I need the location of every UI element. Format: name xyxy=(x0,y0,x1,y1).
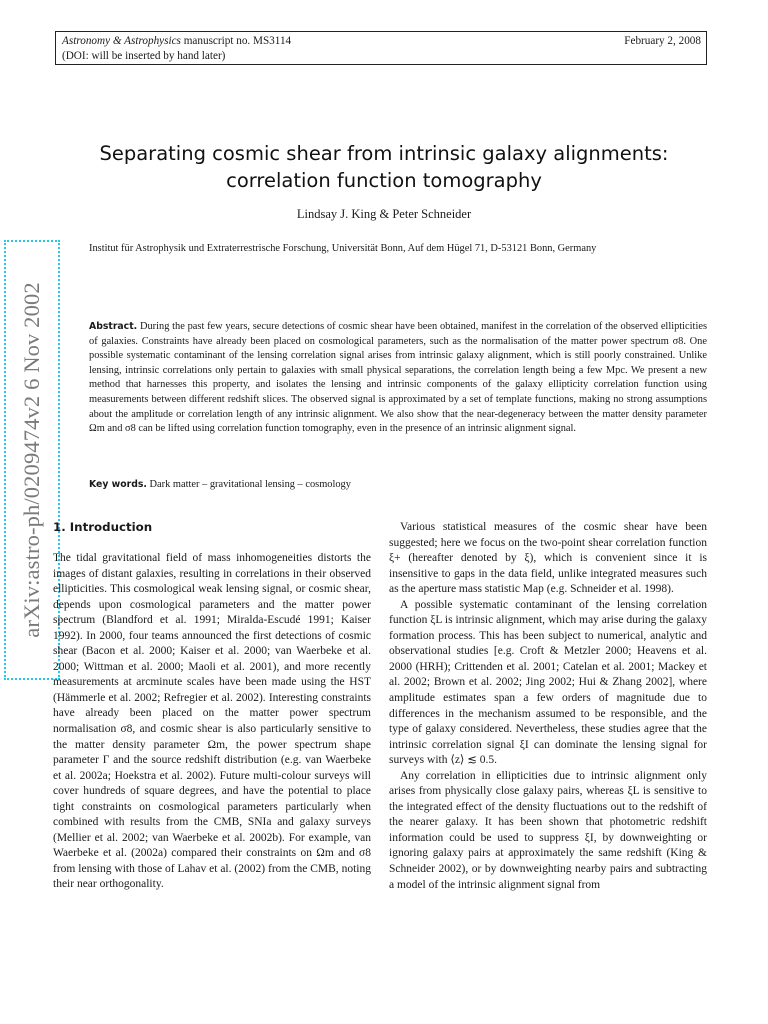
paragraph: A possible systematic contaminant of the lensing correlation function ξL is intrinsic alignment, which may arise during the galaxy formation process. This has been subject to numerical, analytic and observational studies [e.g. Croft & Metzler 2000; Heavens et al. 2000 (HRH); Crittenden et al. 2001; Catelan et al. 2001; Mackey et al. 2002; Brown et al. 2002; Jing 2002; Hui & Zhang 2002], where amplitude estimates span a few orders of magnitude due to differences in the mechanism assumed to be responsible, and the type of galaxy considered. Nevertheless, these studies agree that the intrinsic correlation signal ξI can dominate the lensing signal for surveys with ⟨z⟩ ≲ 0.5. xyxy=(389,598,707,767)
paragraph: Any correlation in ellipticities due to intrinsic alignment only arises from physically close galaxy pairs, whereas ξL is sensitive to the integrated effect of the density fluctuations out to the redshift of the nearer galaxy. It has been shown that photometric redshift information could be used to suppress ξI, by downweighting or ignoring galaxy pairs at approximately the same redshift (King & Schneider 2002), or by downweighting nearby pairs and subtracting a model of the intrinsic alignment signal from xyxy=(389,769,707,891)
abstract-text: During the past few years, secure detections of cosmic shear have been obtained, manifest in the correlation of the observed ellipticities of galaxies. Constraints have already been placed on cosmological parameters, such as the normalisation of the matter power spectrum σ8. One possible systematic contaminant of the lensing correlation signal arises from intrinsic galaxy alignment, which is still poorly constrained. Unlike lensing, intrinsic correlations only pertain to galaxies with small physical separations, the correlation length being a few Mpc. We present a new method that harnesses this property, and isolates the lensing and intrinsic components of the galaxy ellipticity correlation function using measurements between different redshift slices. The observed signal is approximated by a set of template functions, making no strong assumptions about the amplitude or correlation length of any intrinsic alignment. We also show that the near-degeneracy between the matter density parameter Ωm and σ8 can be lifted using correlation function tomography, even in the presence of an intrinsic alignment signal. xyxy=(89,321,707,435)
abstract xyxy=(89,320,707,437)
header-date: February 2, 2008 xyxy=(624,35,701,47)
left-column xyxy=(53,551,371,893)
manuscript-info xyxy=(62,34,291,64)
paragraph: Various statistical measures of the cosmic shear have been suggested; here we focus on the two-point shear correlation function ξ+ (hereafter denoted by ξ), which is convenient since it is insensitive to gaps in the data field, unlike integrated measures such as the aperture mass statistic Map (e.g. Schneider et al. 1998). xyxy=(389,521,707,596)
manuscript-header-box xyxy=(55,31,707,65)
journal-name: Astronomy & Astrophysics xyxy=(62,35,181,47)
affiliation: Institut für Astrophysik und Extraterrestrische Forschung, Universität Bonn, Auf dem Hügel 71, D-53121 Bonn, Germany xyxy=(89,243,597,254)
keywords xyxy=(89,478,707,493)
keywords-text: Dark matter – gravitational lensing – cosmology xyxy=(146,479,351,490)
title-line-2: correlation function tomography xyxy=(226,169,542,192)
paragraph: The tidal gravitational field of mass inhomogeneities distorts the images of distant galaxies, resulting in correlations in their observed ellipticities. This cosmological weak lensing signal, or cosmic shear, depends upon cosmological parameters and the matter power spectrum (Blandford et al. 1991; Miralda-Escudé 1991; Kaiser 1992). In 2000, four teams announced the first detections of cosmic shear (Bacon et al. 2000; Kaiser et al. 2000; van Waerbeke et al. 2000; Wittman et al. 2000; Maoli et al. 2001), and more recently measurements at arcminute scales have been made using the HST (Hämmerle et al. 2002; Refregier et al. 2002). Interesting constraints have already been placed on the matter power spectrum normalisation σ8, and cosmic shear is also particularly sensitive to the matter density parameter Ωm, the power spectrum shape parameter Γ and the source redshift distribution (e.g. van Waerbeke et al. 2002a; Hoekstra et al. 2002). Future multi-colour surveys will cover hundreds of square degrees, and have the potential to place tight constraints on cosmological parameters particularly when combined with results from the CMB, SNIa and galaxy surveys (Mellier et al. 2002; van Waerbeke et al. 2002b). For example, van Waerbeke et al. (2002a) compared their constraints on Ωm and σ8 from lensing with those of Lahav et al. (2002) from the CMB, noting their near orthogonality. xyxy=(53,552,371,891)
authors: Lindsay J. King & Peter Schneider xyxy=(296,207,472,221)
arxiv-stamp-box[interactable] xyxy=(4,240,60,680)
keywords-label: Key words. xyxy=(89,479,147,490)
section-heading-introduction: 1. Introduction xyxy=(53,520,153,534)
doi-note: (DOI: will be inserted by hand later) xyxy=(62,50,226,62)
title-line-1: Separating cosmic shear from intrinsic galaxy alignments: xyxy=(99,142,669,165)
arxiv-stamp[interactable]: arXiv:astro-ph/0209474v2 6 Nov 2002 xyxy=(19,282,44,638)
manuscript-number: manuscript no. MS3114 xyxy=(180,35,292,47)
paper-title xyxy=(60,140,708,194)
abstract-label: Abstract. xyxy=(89,321,138,332)
right-column xyxy=(389,520,707,893)
